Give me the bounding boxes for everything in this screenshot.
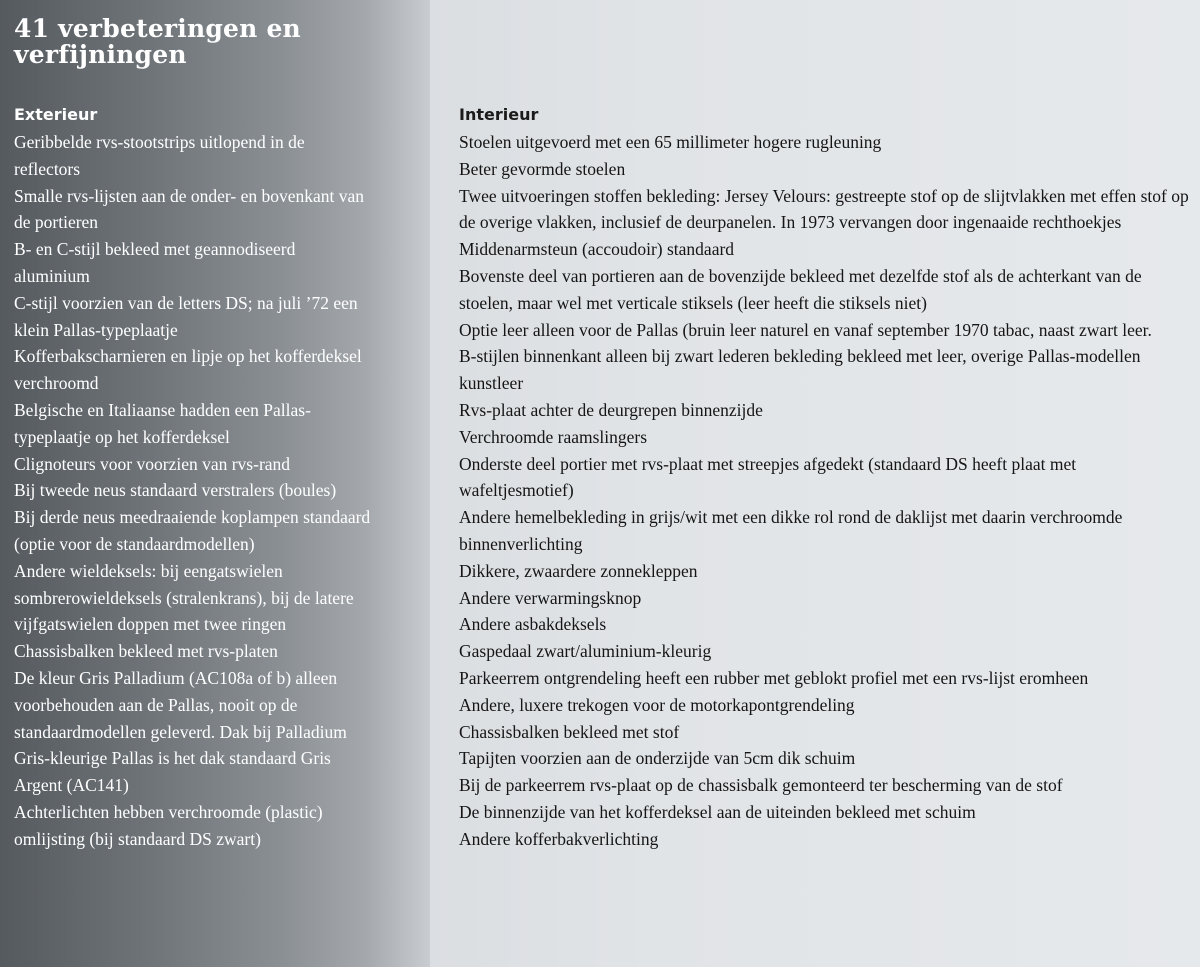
list-item: Andere hemelbekleding in grijs/wit met een dikke rol rond de daklijst met daarin verchroomde binnenverlichting [459, 507, 1123, 554]
list-item: B- en C-stijl bekleed met geannodiseerd aluminium [14, 239, 296, 286]
exterior-list [14, 129, 374, 853]
list-item: Dikkere, zwaardere zonnekleppen [459, 560, 698, 581]
list-item: Andere, luxere trekogen voor de motorkapontgrendeling [459, 694, 855, 715]
list-item: Bij derde neus meedraaiende koplampen standaard (optie voor de standaardmodellen) [14, 507, 371, 554]
list-item: Middenarmsteun (accoudoir) standaard [459, 239, 735, 260]
list-item: Stoelen uitgevoerd met een 65 millimeter hogere rugleuning [459, 132, 882, 152]
list-item: Bovenste deel van portieren aan de bovenzijde bekleed met dezelfde stof als de achterkant van de stoelen, maar wel met verticale stiksels (leer heeft die stiksels niet) [459, 265, 1142, 313]
list-item: Andere kofferbakverlichting [459, 828, 659, 849]
list-item: Parkeerrem ontgrendeling heeft een rubber met geblokt profiel met een rvs-lijst eromheen [459, 667, 1089, 688]
list-item: Rvs-plaat achter de deurgrepen binnenzijde [459, 399, 763, 420]
list-item: Andere verwarmingsknop [459, 587, 642, 608]
list-item: Beter gevormde stoelen [459, 158, 626, 179]
list-item: Andere asbakdeksels [459, 614, 607, 635]
list-item: Onderste deel portier met rvs-plaat met streepjes afgedekt (standaard DS heeft plaat met wafeltjesmotief) [459, 453, 1077, 501]
list-item: Smalle rvs-lijsten aan de onder- en bovenkant van de portieren [14, 185, 365, 233]
exterior-heading: Exterieur [14, 105, 98, 124]
list-item: Twee uitvoeringen stoffen bekleding: Jersey Velours: gestreepte stof op de slijtvlakken met effen stof op de overige vlakken, inclusief de deurpanelen. In 1973 vervangen door ingenaaide rechthoekjes [459, 185, 1189, 233]
page-title: 41 verbeteringen en verfijningen [14, 14, 301, 69]
interior-heading: Interieur [459, 105, 539, 124]
list-item: Bij tweede neus standaard verstralers (boules) [14, 480, 337, 501]
list-item: Verchroomde raamslingers [459, 426, 648, 447]
list-item: Belgische en Italiaanse hadden een Pallas-typeplaatje op het kofferdeksel [14, 399, 311, 447]
list-item: Chassisbalken bekleed met rvs-platen [14, 641, 278, 662]
list-item: Kofferbakscharnieren en lipje op het kofferdeksel verchroomd [14, 346, 362, 394]
list-item: C-stijl voorzien van de letters DS; na juli ’72 een klein Pallas-typeplaatje [14, 292, 358, 340]
list-item: B-stijlen binnenkant alleen bij zwart lederen bekleding bekleed met leer, overige Pallas-modellen kunstleer [459, 346, 1141, 394]
list-item: De kleur Gris Palladium (AC108a of b) alleen voorbehouden aan de Pallas, nooit op de standaardmodellen geleverd. Dak bij Palladium Gris-kleurige Pallas is het dak standaard Gris Argent (AC141) [14, 667, 347, 796]
list-item: Bij de parkeerrem rvs-plaat op de chassisbalk gemonteerd ter bescherming van de stof [459, 775, 1063, 796]
list-item: Optie leer alleen voor de Pallas (bruin leer naturel en vanaf september 1970 tabac, naast zwart leer. [459, 319, 1152, 340]
list-item: Gaspedaal zwart/aluminium-kleurig [459, 641, 712, 662]
interior-list [459, 129, 1194, 853]
list-item: Achterlichten hebben verchroomde (plastic) omlijsting (bij standaard DS zwart) [14, 801, 323, 849]
list-item: Chassisbalken bekleed met stof [459, 721, 680, 742]
list-item: Tapijten voorzien aan de onderzijde van 5cm dik schuim [459, 748, 856, 769]
list-item: Geribbelde rvs-stootstrips uitlopend in de reflectors [14, 132, 305, 179]
list-item: Andere wieldeksels: bij eengatswielen sombrerowieldeksels (stralenkrans), bij de latere vijfgatswielen doppen met twee ringen [14, 560, 354, 635]
list-item: Clignoteurs voor voorzien van rvs-rand [14, 453, 291, 474]
list-item: De binnenzijde van het kofferdeksel aan de uiteinden bekleed met schuim [459, 801, 976, 822]
